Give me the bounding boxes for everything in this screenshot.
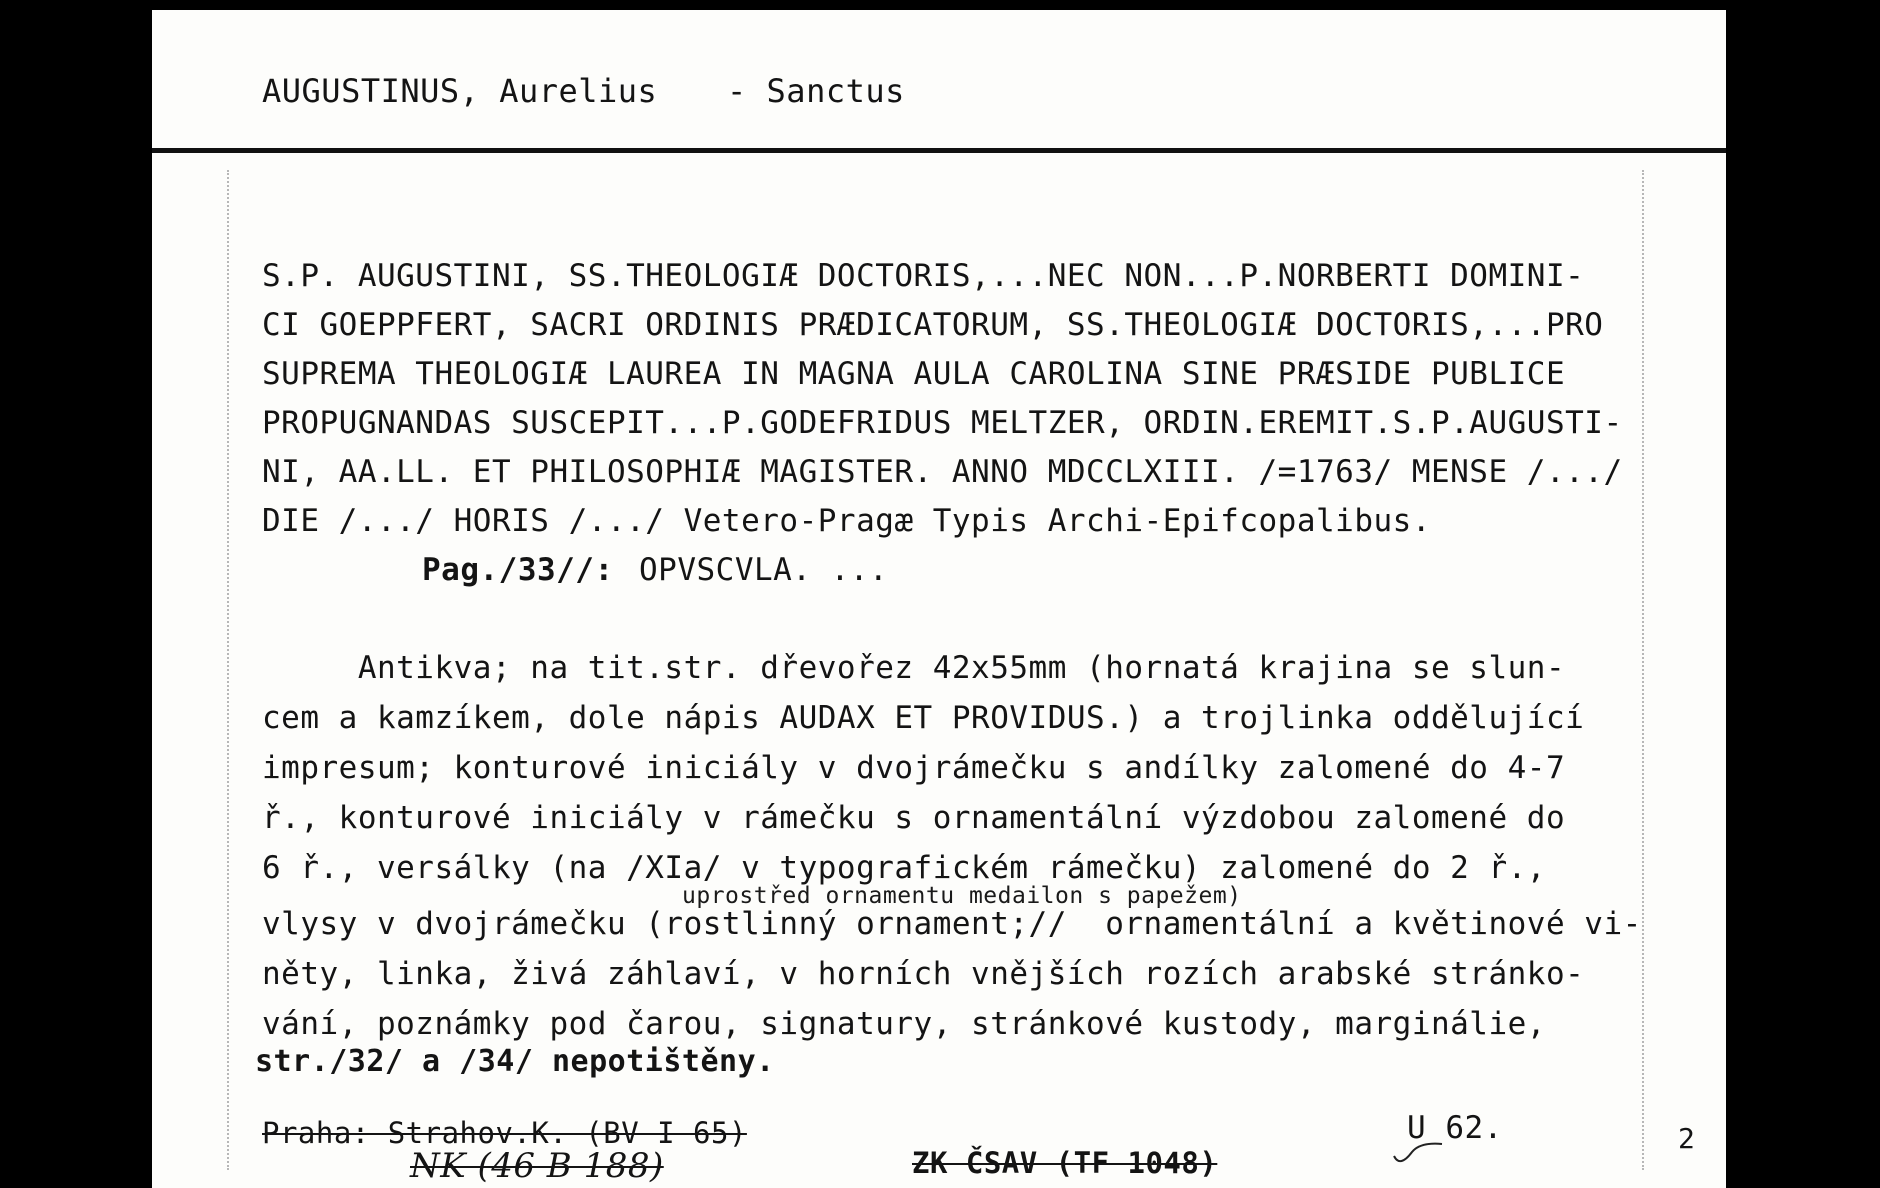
description-line: cem a kamzíkem, dole nápis AUDAX ET PROVIDUS.) a trojlinka oddělující (262, 700, 1585, 736)
catalog-card (152, 10, 1726, 1188)
check-mark-icon (1390, 1138, 1450, 1168)
description-line: 6 ř., versálky (na /XIa/ v typografickém rámečku) zalomené do 2 ř., (262, 850, 1546, 886)
author-qualifier: - Sanctus (727, 72, 905, 110)
title-line: DIE /.../ HORIS /.../ Vetero-Pragæ Typis Archi-Epifcopalibus. (262, 503, 1431, 539)
catalog-number: U 62. (1407, 1110, 1503, 1146)
right-margin-guide (1642, 170, 1644, 1170)
left-margin-guide (227, 170, 229, 1170)
author-heading: AUGUSTINUS, Aurelius (262, 72, 658, 110)
description-line: něty, linka, živá záhlaví, v horních vnějších rozích arabské stránko- (262, 956, 1585, 992)
pagination-text: OPVSCVLA. ... (639, 552, 889, 588)
card-number: 2 (1678, 1122, 1696, 1155)
description-line: Antikva; na tit.str. dřevořez 42x55mm (hornatá krajina se slun- (262, 650, 1566, 686)
title-line: NI, AA.LL. ET PHILOSOPHIÆ MAGISTER. ANNO MDCCLXIII. /=1763/ MENSE /.../ (262, 454, 1623, 490)
title-line: CI GOEPPFERT, SACRI ORDINIS PRÆDICATORUM, SS.THEOLOGIÆ DOCTORIS,...PRO (262, 307, 1604, 343)
header-rule (152, 148, 1726, 153)
pagination-label: Pag./33//: (422, 552, 614, 588)
title-line: S.P. AUGUSTINI, SS.THEOLOGIÆ DOCTORIS,...NEC NON...P.NORBERTI DOMINI- (262, 258, 1585, 294)
title-line: SUPREMA THEOLOGIÆ LAUREA IN MAGNA AULA CAROLINA SINE PRÆSIDE PUBLICE (262, 356, 1566, 392)
description-line: vání, poznámky pod čarou, signatury, stránkové kustody, marginálie, (262, 1006, 1546, 1042)
unprinted-pages-note: str./32/ a /34/ nepotištěny. (255, 1044, 775, 1079)
insertion-note: uprostřed ornamentu medailon s papežem) (682, 883, 1242, 909)
description-line: vlysy v dvojrámečku (rostlinný ornament;// ornamentální a květinové vi- (262, 906, 1642, 942)
description-line: ř., konturové iniciály v rámečku s ornamentální výzdobou zalomené do (262, 800, 1566, 836)
zk-csav-shelfmark: ZK ČSAV (TF 1048) (912, 1146, 1218, 1180)
description-line: impresum; konturové iniciály v dvojrámečku s andílky zalomené do 4-7 (262, 750, 1566, 786)
holding-location: Praha: Strahov.K. (BV I 65) (262, 1116, 747, 1150)
title-line: PROPUGNANDAS SUSCEPIT...P.GODEFRIDUS MELTZER, ORDIN.EREMIT.S.P.AUGUSTI- (262, 405, 1623, 441)
handwritten-shelfmark: NK (46 B 188) (410, 1146, 664, 1186)
